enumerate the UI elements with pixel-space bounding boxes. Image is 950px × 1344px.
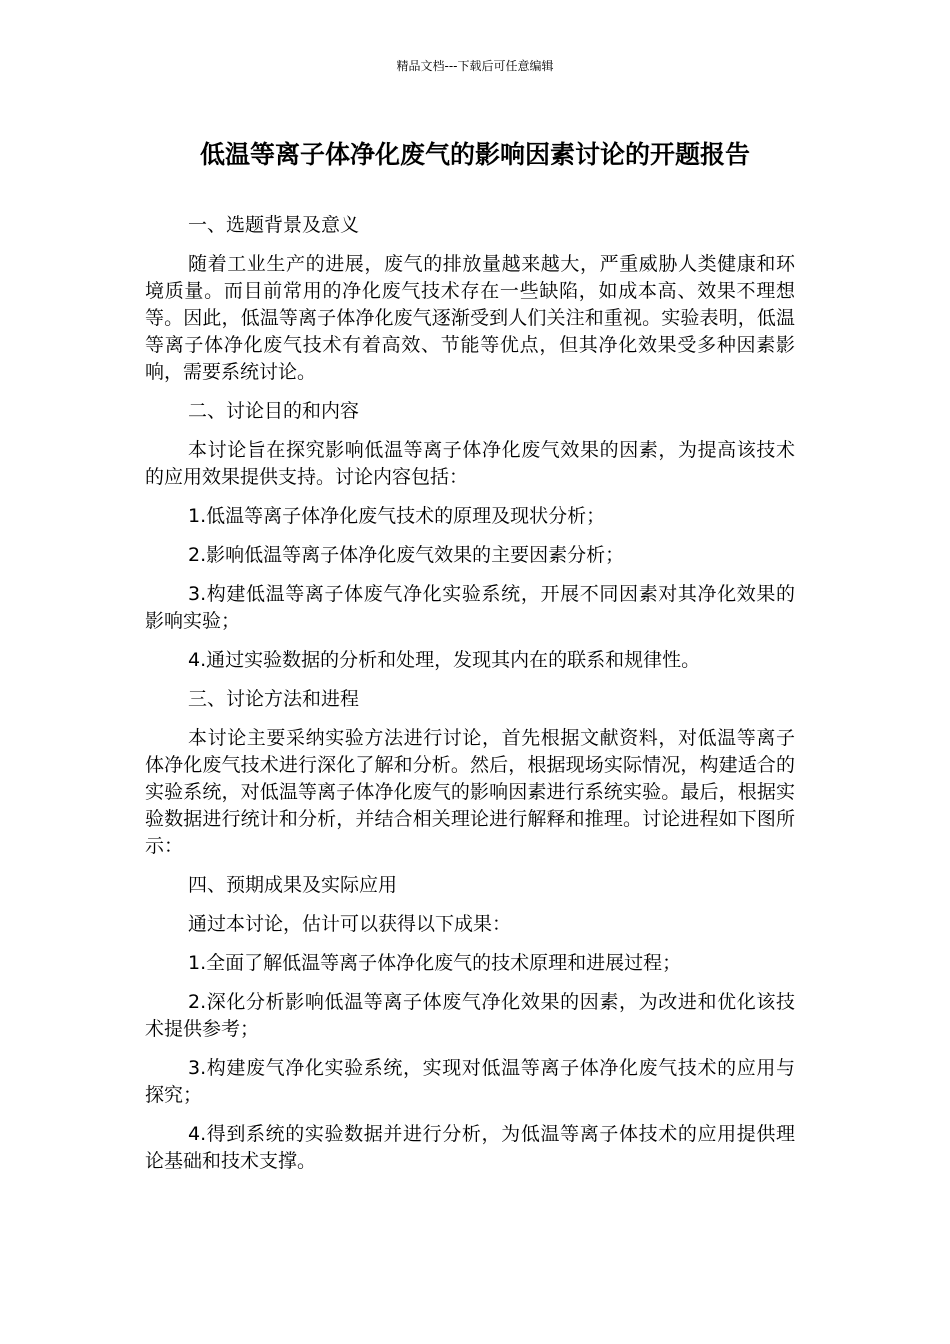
list-item: 3.构建废气净化实验系统，实现对低温等离子体净化废气技术的应用与探究；: [145, 1057, 795, 1106]
section-heading: 二、讨论目的和内容: [188, 400, 360, 422]
paragraph: 随着工业生产的进展，废气的排放量越来越大，严重威胁人类健康和环境质量。而目前常用的净化废气技术存在一些缺陷，如成本高、效果不理想等。因此，低温等离子体净化废气逐渐受到人们关注和重视。实验表明，低温等离子体净化废气技术有着高效、节能等优点，但其净化效果受多种因素影响，需要系统讨论。: [145, 253, 795, 383]
list-item: 1.全面了解低温等离子体净化废气的技术原理和进展过程；: [188, 952, 682, 974]
list-item: 2.影响低温等离子体净化废气效果的主要因素分析；: [188, 544, 625, 566]
list-item: 1.低温等离子体净化废气技术的原理及现状分析；: [188, 505, 606, 527]
section-heading: 四、预期成果及实际应用: [188, 874, 398, 896]
header-note: 精品文档---下载后可任意编辑: [396, 59, 554, 73]
paragraph: 通过本讨论，估计可以获得以下成果：: [188, 913, 512, 935]
document-body: [145, 212, 795, 1187]
list-item: 4.通过实验数据的分析和处理，发现其内在的联系和规律性。: [188, 649, 701, 671]
section-heading: 三、讨论方法和进程: [188, 688, 360, 710]
paragraph: 本讨论旨在探究影响低温等离子体净化废气效果的因素，为提高该技术的应用效果提供支持。讨论内容包括：: [145, 439, 795, 488]
list-item: 2.深化分析影响低温等离子体废气净化效果的因素，为改进和优化该技术提供参考；: [145, 991, 795, 1040]
paragraph: 本讨论主要采纳实验方法进行讨论，首先根据文献资料，对低温等离子体净化废气技术进行深化了解和分析。然后，根据现场实际情况，构建适合的实验系统，对低温等离子体净化废气的影响因素进行系统实验。最后，根据实验数据进行统计和分析，并结合相关理论进行解释和推理。讨论进程如下图所示：: [145, 727, 795, 857]
document-title: 低温等离子体净化废气的影响因素讨论的开题报告: [199, 140, 750, 169]
section-heading: 一、选题背景及意义: [188, 214, 360, 236]
list-item: 3.构建低温等离子体废气净化实验系统，开展不同因素对其净化效果的影响实验；: [145, 583, 795, 632]
list-item: 4.得到系统的实验数据并进行分析，为低温等离子体技术的应用提供理论基础和技术支撑。: [145, 1123, 795, 1172]
